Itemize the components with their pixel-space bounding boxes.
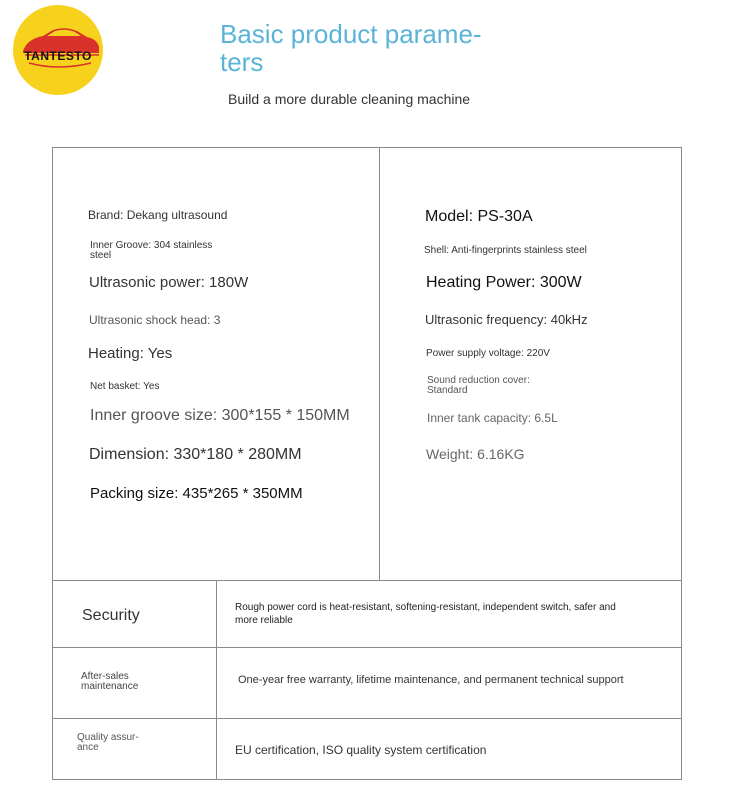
page-title xyxy=(220,20,520,76)
spec-sound-cover xyxy=(427,376,530,396)
spec-ultrasonic-power: Ultrasonic power: 180W xyxy=(89,274,249,291)
spec-heating: Heating: Yes xyxy=(88,345,173,362)
row-text-quality: EU certification, ISO quality system certification xyxy=(235,743,487,757)
spec-inner-groove-size: Inner groove size: 300*155 * 150MM xyxy=(90,407,350,424)
column-divider xyxy=(216,580,217,780)
title-line-2: ters xyxy=(220,47,264,77)
spec-sound-cover-line-1: Sound reduction cover: xyxy=(427,375,530,386)
spec-shock-head: Ultrasonic shock head: 3 xyxy=(89,313,221,327)
spec-inner-groove xyxy=(90,241,212,261)
row-divider xyxy=(52,647,682,648)
row-text-security-line-2: more reliable xyxy=(235,615,293,626)
spec-inner-groove-line-1: Inner Groove: 304 stainless xyxy=(90,240,213,251)
row-label-quality-line-2: ance xyxy=(77,742,99,753)
row-label-quality xyxy=(77,733,139,753)
row-text-after-sales: One-year free warranty, lifetime maintenance, and permanent technical support xyxy=(238,674,624,686)
title-line-1: Basic product parame- xyxy=(220,19,482,49)
row-label-security: Security xyxy=(82,607,140,624)
row-label-quality-line-1: Quality assur- xyxy=(77,732,139,743)
row-text-security-line-1: Rough power cord is heat-resistant, softening-resistant, independent switch, safer and xyxy=(235,602,616,613)
row-divider xyxy=(52,718,682,719)
page-subtitle: Build a more durable cleaning machine xyxy=(228,91,471,107)
logo-text: TANTESTO xyxy=(24,49,92,63)
spec-packing-size: Packing size: 435*265 * 350MM xyxy=(90,485,303,502)
row-label-after-sales xyxy=(81,672,138,692)
spec-model: Model: PS-30A xyxy=(425,208,533,225)
row-label-after-sales-line-2: maintenance xyxy=(81,681,139,692)
spec-shell: Shell: Anti-fingerprints stainless steel xyxy=(424,245,587,256)
row-label-after-sales-line-1: After-sales xyxy=(81,671,129,682)
spec-frequency: Ultrasonic frequency: 40kHz xyxy=(425,312,588,327)
spec-voltage: Power supply voltage: 220V xyxy=(426,348,550,359)
brand-logo xyxy=(13,5,103,95)
spec-heating-power: Heating Power: 300W xyxy=(426,274,582,291)
spec-dimension: Dimension: 330*180 * 280MM xyxy=(89,446,302,463)
row-text-security xyxy=(235,601,616,627)
spec-weight: Weight: 6.16KG xyxy=(426,446,525,462)
spec-sound-cover-line-2: Standard xyxy=(427,385,468,396)
spec-divider xyxy=(379,147,380,580)
spec-tank-capacity: Inner tank capacity: 6.5L xyxy=(427,411,558,425)
spec-inner-groove-line-2: steel xyxy=(90,250,112,261)
spec-brand: Brand: Dekang ultrasound xyxy=(88,208,228,222)
spec-net-basket: Net basket: Yes xyxy=(90,381,160,392)
